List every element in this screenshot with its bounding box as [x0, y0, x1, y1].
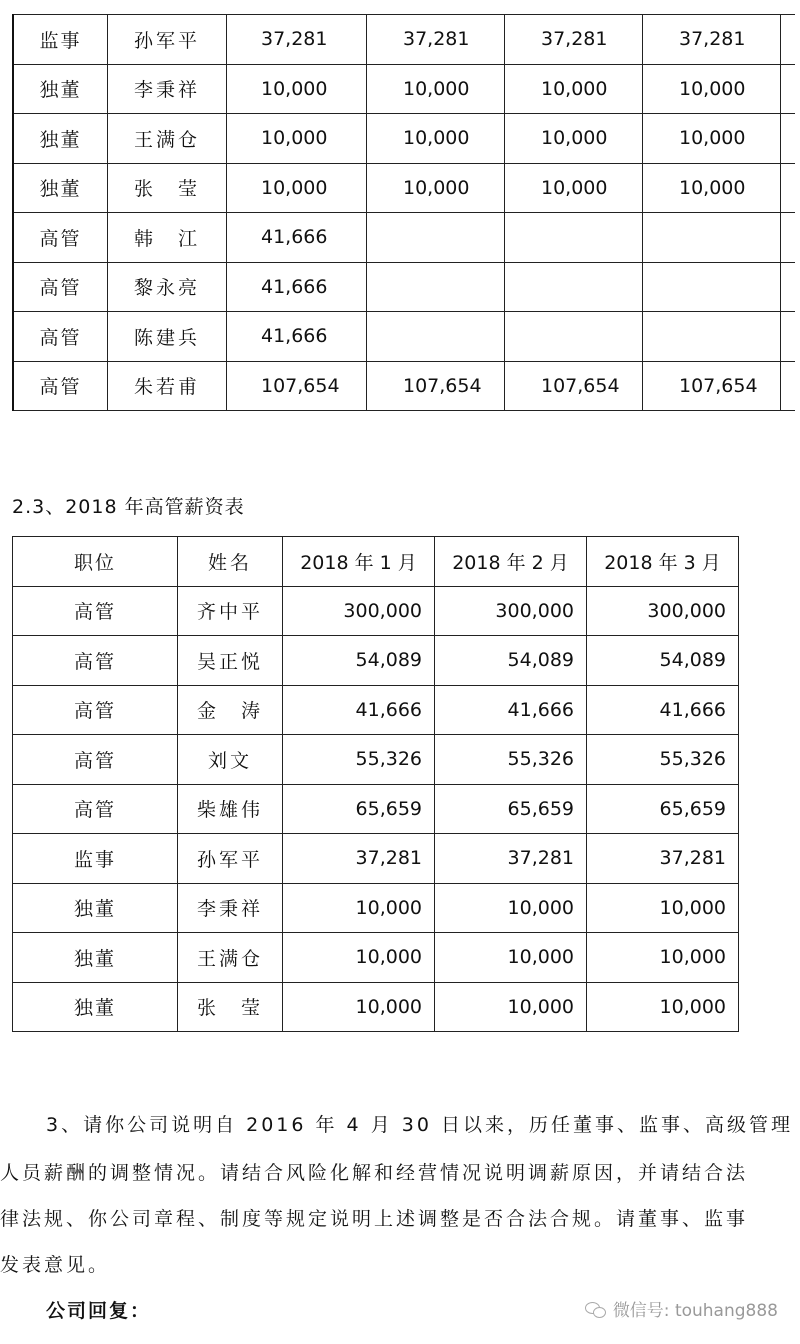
salary-cell — [505, 312, 643, 362]
table-row — [13, 361, 795, 411]
salary-cell: 10,000 — [435, 883, 587, 933]
salary-cell: 10,000 — [505, 64, 643, 114]
question-line-1: 3、请你公司说明自 2016 年 4 月 30 日以来，历任董事、监事、高级管理 — [46, 1114, 793, 1136]
role-cell: 独董 — [13, 64, 108, 114]
name-cell: 黎永亮 — [108, 262, 227, 312]
salary-cell: 10,000 — [435, 982, 587, 1032]
salary-cell: 10,000 — [367, 163, 505, 213]
salary-cell: 10,000 — [227, 163, 367, 213]
salary-cell — [643, 262, 781, 312]
cut-off-cell — [781, 262, 796, 312]
name-cell: 柴雄伟 — [178, 784, 283, 834]
salary-table-continued — [12, 14, 795, 411]
role-cell: 高管 — [13, 784, 178, 834]
salary-cell: 10,000 — [283, 982, 435, 1032]
salary-cell: 10,000 — [587, 982, 739, 1032]
salary-cell: 107,654 — [367, 361, 505, 411]
table-row — [13, 982, 739, 1032]
table-row — [13, 834, 739, 884]
salary-cell: 10,000 — [587, 933, 739, 983]
salary-cell: 107,654 — [227, 361, 367, 411]
role-cell: 独董 — [13, 163, 108, 213]
salary-cell: 55,326 — [587, 735, 739, 785]
salary-cell: 54,089 — [587, 636, 739, 686]
table-row — [13, 784, 739, 834]
salary-cell: 10,000 — [643, 64, 781, 114]
name-cell: 陈建兵 — [108, 312, 227, 362]
salary-cell: 41,666 — [227, 312, 367, 362]
salary-cell — [367, 262, 505, 312]
cut-off-cell — [781, 163, 796, 213]
header-jan: 2018 年 1 月 — [283, 537, 435, 587]
salary-cell: 41,666 — [227, 213, 367, 263]
watermark — [585, 1296, 778, 1321]
table-row — [13, 586, 739, 636]
role-cell: 高管 — [13, 735, 178, 785]
question-line-4: 发表意见。 — [0, 1254, 111, 1276]
salary-cell — [643, 213, 781, 263]
salary-cell: 10,000 — [643, 163, 781, 213]
cut-off-cell — [781, 15, 796, 65]
name-cell: 朱若甫 — [108, 361, 227, 411]
table-row — [13, 163, 795, 213]
name-cell: 韩 江 — [108, 213, 227, 263]
salary-cell: 65,659 — [587, 784, 739, 834]
header-role: 职位 — [13, 537, 178, 587]
role-cell: 高管 — [13, 636, 178, 686]
name-cell: 李秉祥 — [108, 64, 227, 114]
salary-cell: 107,654 — [643, 361, 781, 411]
salary-cell: 10,000 — [283, 933, 435, 983]
cut-off-cell — [781, 361, 796, 411]
role-cell: 独董 — [13, 982, 178, 1032]
role-cell: 高管 — [13, 361, 108, 411]
salary-cell: 37,281 — [643, 15, 781, 65]
wechat-icon — [585, 1300, 607, 1318]
header-mar: 2018 年 3 月 — [587, 537, 739, 587]
table-row — [13, 312, 795, 362]
role-cell: 独董 — [13, 114, 108, 164]
salary-cell: 10,000 — [227, 114, 367, 164]
name-cell: 孙军平 — [108, 15, 227, 65]
table-row — [13, 15, 795, 65]
question-line-2: 人员薪酬的调整情况。请结合风险化解和经营情况说明调薪原因，并请结合法 — [0, 1162, 749, 1184]
role-cell: 监事 — [13, 834, 178, 884]
salary-cell: 41,666 — [283, 685, 435, 735]
role-cell: 高管 — [13, 213, 108, 263]
name-cell: 张 莹 — [178, 982, 283, 1032]
role-cell: 独董 — [13, 933, 178, 983]
salary-cell: 65,659 — [435, 784, 587, 834]
table-row — [13, 636, 739, 686]
salary-cell — [367, 312, 505, 362]
section-heading: 2.3、2018 年高管薪资表 — [12, 496, 245, 518]
salary-table-2018 — [12, 536, 739, 1032]
salary-cell: 37,281 — [283, 834, 435, 884]
name-cell: 金 涛 — [178, 685, 283, 735]
salary-cell: 300,000 — [283, 586, 435, 636]
table-header-row — [13, 537, 739, 587]
name-cell: 李秉祥 — [178, 883, 283, 933]
table-row — [13, 114, 795, 164]
watermark-text: 微信号: touhang888 — [612, 1301, 778, 1321]
salary-cell: 107,654 — [505, 361, 643, 411]
salary-cell: 55,326 — [435, 735, 587, 785]
salary-cell: 37,281 — [505, 15, 643, 65]
salary-cell: 65,659 — [283, 784, 435, 834]
salary-cell: 10,000 — [505, 114, 643, 164]
table-row — [13, 735, 739, 785]
name-cell: 吴正悦 — [178, 636, 283, 686]
table-row — [13, 262, 795, 312]
salary-cell: 10,000 — [435, 933, 587, 983]
salary-cell — [643, 312, 781, 362]
table-row — [13, 933, 739, 983]
table-row — [13, 685, 739, 735]
salary-cell: 41,666 — [227, 262, 367, 312]
role-cell: 高管 — [13, 262, 108, 312]
table-row — [13, 213, 795, 263]
role-cell: 高管 — [13, 685, 178, 735]
salary-cell: 37,281 — [367, 15, 505, 65]
name-cell: 孙军平 — [178, 834, 283, 884]
salary-cell: 300,000 — [435, 586, 587, 636]
name-cell: 张 莹 — [108, 163, 227, 213]
salary-cell — [505, 262, 643, 312]
role-cell: 独董 — [13, 883, 178, 933]
salary-cell: 37,281 — [435, 834, 587, 884]
cut-off-cell — [781, 213, 796, 263]
header-name: 姓名 — [178, 537, 283, 587]
salary-cell: 37,281 — [227, 15, 367, 65]
table-row — [13, 883, 739, 933]
salary-cell: 54,089 — [435, 636, 587, 686]
salary-cell: 10,000 — [283, 883, 435, 933]
salary-cell: 37,281 — [587, 834, 739, 884]
cut-off-cell — [781, 114, 796, 164]
salary-cell: 10,000 — [227, 64, 367, 114]
table-row — [13, 64, 795, 114]
role-cell: 监事 — [13, 15, 108, 65]
salary-cell: 41,666 — [435, 685, 587, 735]
salary-cell: 10,000 — [367, 114, 505, 164]
role-cell: 高管 — [13, 312, 108, 362]
salary-cell: 10,000 — [505, 163, 643, 213]
name-cell: 王满仓 — [108, 114, 227, 164]
salary-cell — [505, 213, 643, 263]
salary-cell: 54,089 — [283, 636, 435, 686]
header-feb: 2018 年 2 月 — [435, 537, 587, 587]
salary-cell: 300,000 — [587, 586, 739, 636]
salary-cell: 41,666 — [587, 685, 739, 735]
name-cell: 王满仓 — [178, 933, 283, 983]
cut-off-cell — [781, 312, 796, 362]
cut-off-cell — [781, 64, 796, 114]
salary-cell — [367, 213, 505, 263]
name-cell: 刘文 — [178, 735, 283, 785]
salary-cell: 10,000 — [367, 64, 505, 114]
salary-cell: 10,000 — [643, 114, 781, 164]
salary-cell: 10,000 — [587, 883, 739, 933]
question-line-3: 律法规、你公司章程、制度等规定说明上述调整是否合法合规。请董事、监事 — [0, 1208, 749, 1230]
reply-label: 公司回复： — [46, 1300, 152, 1322]
role-cell: 高管 — [13, 586, 178, 636]
salary-cell: 55,326 — [283, 735, 435, 785]
name-cell: 齐中平 — [178, 586, 283, 636]
